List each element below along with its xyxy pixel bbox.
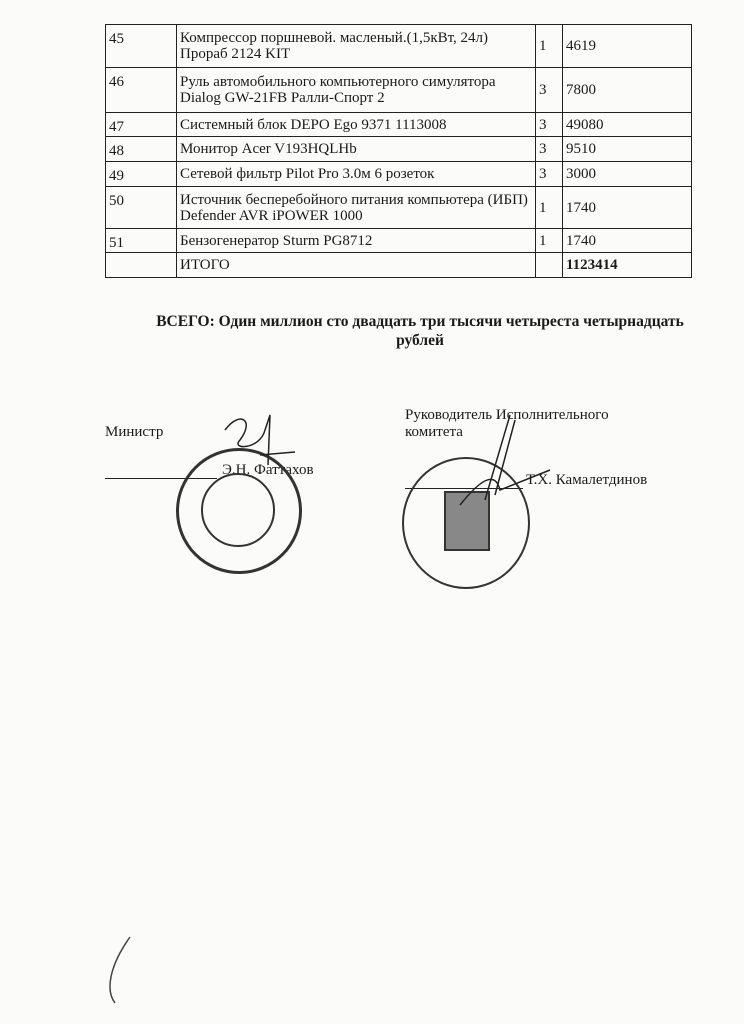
item-name: Бензогенератор Sturm PG8712: [177, 229, 536, 253]
row-number: 51: [106, 229, 177, 253]
item-quantity: 1: [536, 229, 563, 253]
item-quantity: 3: [536, 113, 563, 137]
total-label: ИТОГО: [177, 253, 536, 278]
row-number: 50: [106, 187, 177, 229]
item-name: Монитор Acer V193HQLHb: [177, 137, 536, 162]
item-name: Источник бесперебойного питания компьютера (ИБП) Defender AVR iPOWER 1000: [177, 187, 536, 229]
items-table: [105, 24, 692, 278]
item-quantity: 3: [536, 68, 563, 113]
item-price: 7800: [563, 68, 692, 113]
table-row: [106, 187, 692, 229]
table-row: [106, 229, 692, 253]
row-number: 48: [106, 137, 177, 162]
right-signer-name: Т.Х. Камалетдинов: [526, 472, 648, 488]
item-quantity: 1: [536, 187, 563, 229]
seal-emblem: [201, 473, 275, 547]
right-signature: [440, 410, 560, 510]
table-row: [106, 113, 692, 137]
item-name: Системный блок DEPO Ego 9371 1113008: [177, 113, 536, 137]
row-number: 47: [106, 113, 177, 137]
item-name: Руль автомобильного компьютерного симулятора Dialog GW-21FB Ралли-Спорт 2: [177, 68, 536, 113]
total-value: 1123414: [563, 253, 692, 278]
item-price: 1740: [563, 229, 692, 253]
left-signer-title: Министр: [105, 424, 164, 440]
item-name: Сетевой фильтр Pilot Pro 3.0м 6 розеток: [177, 162, 536, 187]
margin-pen-mark: [100, 935, 140, 1005]
item-name: Компрессор поршневой. масленый.(1,5кВт, 24л) Прораб 2124 KIT: [177, 25, 536, 68]
item-price: 3000: [563, 162, 692, 187]
row-number: 45: [106, 25, 177, 68]
left-signer-name: Э.Н. Фаттахов: [222, 462, 314, 478]
item-price: 4619: [563, 25, 692, 68]
item-quantity: 3: [536, 137, 563, 162]
item-price: 1740: [563, 187, 692, 229]
left-signature: [210, 410, 300, 480]
table-row: [106, 68, 692, 113]
table-row: [106, 25, 692, 68]
row-number: 49: [106, 162, 177, 187]
row-number: 46: [106, 68, 177, 113]
item-quantity: 3: [536, 162, 563, 187]
table-row: [106, 137, 692, 162]
table-row: [106, 162, 692, 187]
item-price: 49080: [563, 113, 692, 137]
total-row: [106, 253, 692, 278]
right-signer-title: Руководитель Исполнительного комитета: [405, 407, 609, 440]
item-quantity: 1: [536, 25, 563, 68]
item-price: 9510: [563, 137, 692, 162]
grand-total-text: ВСЕГО: Один миллион сто двадцать три тысячи четыреста четырнадцать рублей: [156, 313, 684, 349]
